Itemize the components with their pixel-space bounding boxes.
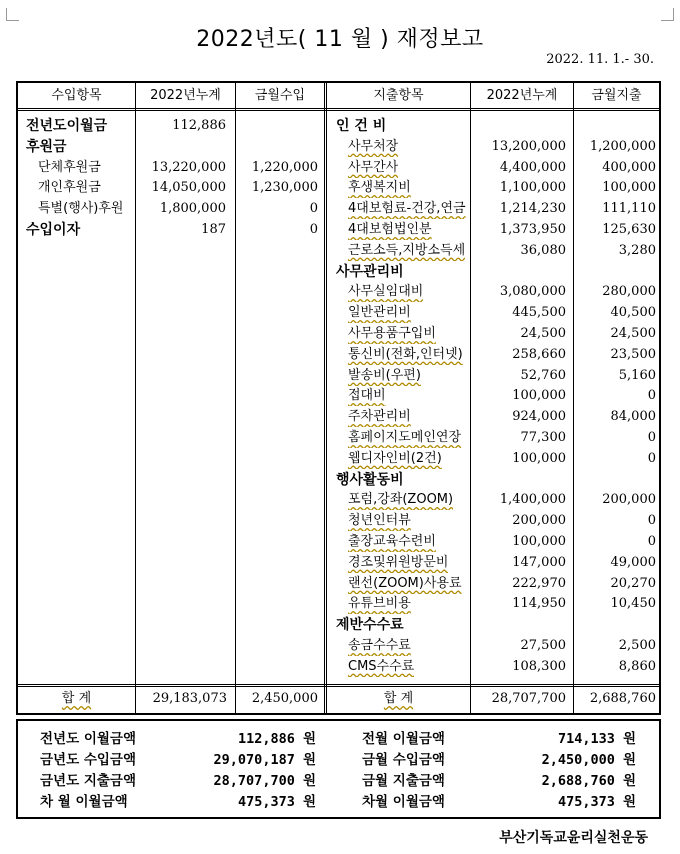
- expense-total-month: 2,688,760: [589, 691, 656, 706]
- report-title: 2022년도( 11 월 ) 재정보고: [196, 27, 484, 52]
- expense-item-label: 청년인터뷰: [348, 513, 411, 529]
- expense-item-label: 접대비: [348, 388, 386, 404]
- expense-item-label: 주차관리비: [348, 409, 411, 425]
- expense-item-label: 4대보험료-건강,연금: [348, 201, 466, 217]
- expense-item-total: 924,000: [512, 409, 566, 425]
- expense-item-month: 0: [647, 388, 656, 404]
- expense-item-month: 0: [647, 534, 656, 549]
- expense-item-month: 20,270: [610, 575, 656, 591]
- summary-right-label: 금월 지출금액: [362, 773, 445, 789]
- income-item-label: 단체후원금: [38, 159, 101, 175]
- expense-item-total: 108,300: [512, 658, 566, 674]
- income-item-total: 112,886: [172, 118, 226, 133]
- expense-item-month: 2,500: [618, 638, 656, 653]
- expense-item-month: 49,000: [610, 554, 656, 570]
- header-income-month: 금월수입: [254, 88, 306, 103]
- expense-item-label: 랜선(ZOOM)사용료: [348, 575, 462, 591]
- expense-item-label: 후생복지비: [348, 180, 411, 196]
- income-item-month: 0: [309, 222, 318, 237]
- income-item-label: 개인후원금: [38, 180, 101, 196]
- expense-item-month: 0: [647, 513, 656, 529]
- expense-item-label: 송금수수료: [348, 638, 411, 653]
- expense-item-label: 일반관리비: [348, 305, 411, 321]
- finance-table: [16, 81, 661, 715]
- expense-item-label: 포럼,강좌(ZOOM): [348, 492, 454, 508]
- income-item-month: 1,220,000: [251, 159, 318, 175]
- organization-name: 부산기독교윤리실천운동: [499, 830, 648, 846]
- income-total-cumulative: 29,183,073: [152, 691, 227, 706]
- header-income-item: 수입항목: [51, 88, 102, 103]
- expense-item-total: 77,300: [520, 430, 566, 445]
- expense-item-label: 출장교육수련비: [348, 534, 436, 549]
- summary-box: [16, 719, 661, 819]
- summary-right-value: 2,688,760 원: [541, 773, 636, 789]
- summary-right-label: 전월 이월금액: [362, 731, 445, 747]
- report-period: 2022. 11. 1.- 30.: [546, 52, 654, 67]
- summary-right-value: 2,450,000 원: [541, 752, 636, 768]
- expense-item-month: 111,110: [602, 201, 656, 217]
- expense-item-month: 100,000: [602, 180, 656, 196]
- expense-item-label: 사무실임대비: [348, 284, 424, 300]
- expense-item-label: 제반수수료: [336, 617, 404, 634]
- expense-item-month: 280,000: [602, 284, 656, 300]
- summary-left-label: 금년도 지출금액: [40, 773, 136, 789]
- page-corner-mark-right: [661, 8, 674, 21]
- totals-divider: [18, 684, 659, 687]
- expense-item-label: 웹디자인비(2건): [348, 450, 442, 466]
- expense-item-month: 0: [647, 430, 656, 445]
- expense-item-total: 24,500: [520, 326, 566, 341]
- expense-item-total: 13,200,000: [491, 138, 566, 154]
- expense-total-cumulative: 28,707,700: [491, 691, 566, 706]
- expense-item-month: 23,500: [610, 346, 656, 362]
- page-corner-mark-left: [6, 8, 19, 21]
- expense-item-month: 8,860: [618, 658, 656, 674]
- income-item-total: 13,220,000: [151, 159, 226, 175]
- expense-item-month: 24,500: [610, 326, 656, 341]
- header-expense-total: 2022년누계: [486, 88, 558, 103]
- income-total-month: 2,450,000: [251, 691, 318, 706]
- expense-item-label: 근로소득,지방소득세: [348, 242, 466, 258]
- expense-item-month: 40,500: [610, 305, 656, 321]
- expense-item-month: 84,000: [610, 409, 656, 425]
- expense-item-label: 경조및위원방문비: [348, 554, 449, 570]
- expense-item-label: CMS수수료: [348, 658, 415, 674]
- header-income-total: 2022년누계: [150, 88, 221, 103]
- expense-item-label: 사무관리비: [336, 263, 404, 280]
- expense-item-month: 1,200,000: [589, 138, 656, 154]
- expense-item-month: 400,000: [602, 159, 656, 175]
- expense-item-total: 258,660: [512, 346, 566, 362]
- expense-item-label: 사무처장: [348, 138, 399, 154]
- income-item-label: 후원금: [26, 138, 67, 155]
- expense-item-month: 5,160: [618, 367, 656, 383]
- header-divider: [18, 108, 659, 111]
- summary-right-value: 714,133 원: [557, 731, 636, 747]
- expense-item-total: 100,000: [512, 388, 566, 404]
- income-item-label: 수입이자: [26, 222, 81, 238]
- header-expense-item: 지출항목: [373, 88, 424, 103]
- expense-item-label: 사무간사: [348, 159, 399, 175]
- summary-left-label: 차 월 이월금액: [40, 794, 128, 810]
- expense-item-label: 인 건 비: [336, 118, 387, 134]
- expense-item-label: 홈페이지도메인연장: [348, 430, 462, 445]
- expense-item-total: 200,000: [512, 513, 566, 529]
- expense-item-total: 4,400,000: [499, 159, 566, 175]
- summary-right-label: 금월 수입금액: [362, 752, 445, 768]
- summary-left-value: 475,373 원: [237, 794, 316, 810]
- expense-item-label: 4대보험법인분: [348, 222, 432, 237]
- summary-left-value: 28,707,700 원: [213, 773, 316, 789]
- income-item-total: 1,800,000: [159, 201, 226, 217]
- expense-item-total: 100,000: [512, 450, 566, 466]
- income-item-label: 특별(행사)후원: [38, 201, 124, 217]
- expense-item-label: 행사활동비: [336, 471, 404, 488]
- expense-item-total: 114,950: [512, 596, 566, 612]
- col-divider-center: [324, 83, 327, 713]
- expense-total-label: 합 계: [383, 691, 414, 706]
- expense-item-total: 1,400,000: [499, 492, 566, 508]
- expense-item-total: 100,000: [512, 534, 566, 549]
- expense-item-total: 445,500: [512, 305, 566, 321]
- expense-item-label: 유튜브비용: [348, 596, 411, 612]
- expense-item-total: 36,080: [520, 242, 566, 258]
- expense-item-month: 0: [647, 450, 656, 466]
- summary-right-value: 475,373 원: [557, 794, 636, 810]
- income-item-total: 187: [201, 222, 226, 237]
- income-item-total: 14,050,000: [151, 180, 226, 196]
- expense-item-label: 사무용품구입비: [348, 326, 436, 341]
- income-item-month: 0: [309, 201, 318, 217]
- income-item-month: 1,230,000: [251, 180, 318, 196]
- summary-left-value: 29,070,187 원: [213, 752, 316, 768]
- summary-left-label: 금년도 수입금액: [40, 752, 136, 768]
- expense-item-total: 1,100,000: [499, 180, 566, 196]
- expense-item-month: 3,280: [618, 242, 656, 258]
- income-total-label: 합 계: [61, 691, 92, 706]
- expense-item-total: 52,760: [520, 367, 566, 383]
- income-item-label: 전년도이월금: [26, 118, 108, 134]
- expense-item-total: 222,970: [512, 575, 566, 591]
- expense-item-month: 200,000: [602, 492, 656, 508]
- header-expense-month: 금월지출: [591, 88, 642, 103]
- expense-item-total: 3,080,000: [499, 284, 566, 300]
- expense-item-month: 125,630: [602, 222, 656, 237]
- expense-item-month: 10,450: [610, 596, 656, 612]
- expense-item-label: 발송비(우편): [348, 367, 421, 383]
- summary-left-value: 112,886 원: [237, 731, 316, 747]
- expense-item-total: 1,214,230: [499, 201, 566, 217]
- summary-right-label: 차월 이월금액: [362, 794, 445, 810]
- expense-item-total: 147,000: [512, 554, 566, 570]
- expense-item-label: 통신비(전화,인터넷): [348, 346, 463, 362]
- expense-item-total: 27,500: [520, 638, 566, 653]
- expense-item-total: 1,373,950: [499, 222, 566, 237]
- summary-left-label: 전년도 이월금액: [40, 731, 136, 747]
